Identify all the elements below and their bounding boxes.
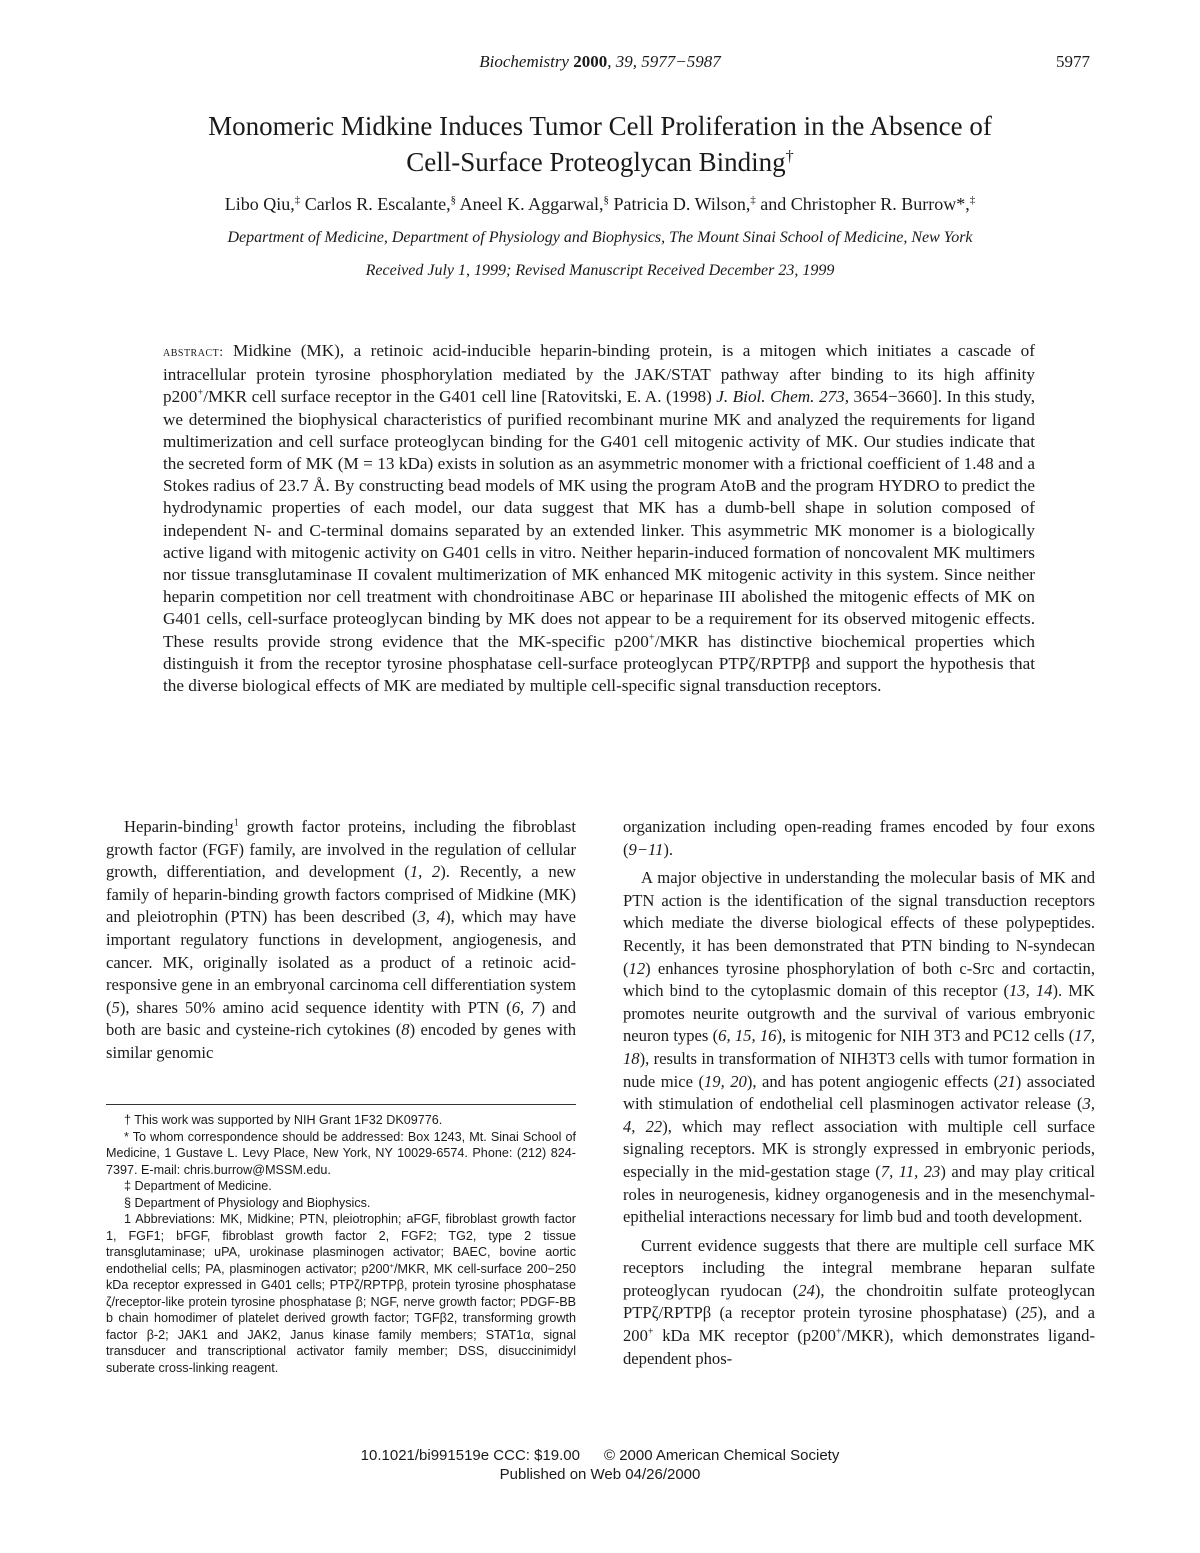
footnote: † This work was supported by NIH Grant 1F32 DK09776.: [124, 1113, 443, 1127]
title-footnote-mark: †: [785, 147, 794, 165]
body-text: ), which may reflect association with multiple cell surface signaling receptors. MK is strongly expressed in embryonic periods, especially in the mid-gestation stage (: [623, 1116, 1096, 1181]
body-column-right: [623, 816, 1095, 1370]
citation-ref: 21: [999, 1071, 1016, 1091]
running-head: [0, 52, 1200, 74]
title-line-2: Cell-Surface Proteoglycan Binding: [406, 147, 786, 177]
author-mark: §: [603, 194, 609, 206]
abstract-text: /MKR cell surface receptor in the G401 cell line [Ratovitski, E. A. (1998): [203, 387, 717, 407]
citation-ref: 7, 11, 23: [880, 1161, 941, 1181]
doi-line: 10.1021/bi991519e CCC: $19.00: [360, 1447, 580, 1464]
journal-name: Biochemistry: [479, 52, 569, 71]
body-text: ), the chondroitin sulfate proteoglycan PTPζ/RPTPβ (a receptor protein tyrosine phosphatase) (: [623, 1280, 1095, 1323]
abstract-text: 3654−3660]. In this study, we determined the biophysical characteristics of purified recombinant murine MK and analyzed the requirements for ligand multimerization and cell surface proteoglycan binding for the G401 cell mitogenic activity of MK. Our studies indicate that the secreted form of MK (M = 13 kDa) exists in solution as an asymmetric monomer with a frictional coefficient of 1.48 and a Stokes radius of 23.7 Å. By constructing bead models of MK using the program AtoB and the program HYDRO to predict the hydrodynamic properties of each model, our data suggest that MK has a dumb-bell shape in solution composed of independent N- and C-terminal domains separated by an extended linker. This asymmetric MK monomer is a biologically active ligand with mitogenic activity on G401 cells in vitro. Neither heparin-induced formation of noncovalent MK multimers nor tissue transglutaminase II covalent multimerization of MK enhanced MK mitogenic activity in this system. Since neither heparin competition nor cell treatment with chondroitinase ABC or heparinase III abolished the mitogenic effects of MK on G401 cells, cell-surface proteoglycan binding by MK does not appear to be a requirement for its observed mitogenic effects. These results provide strong evidence that the MK-specific p200: [163, 387, 1035, 651]
citation-ref: 6, 7: [511, 997, 540, 1017]
citation-ref: 13, 14: [1009, 981, 1053, 1001]
body-text: kDa MK receptor (p200: [653, 1326, 836, 1346]
citation-ref: 25: [1020, 1303, 1038, 1323]
body-text: ), results in transformation of NIH3T3 cells with tumor formation in nude mice (: [623, 1048, 1095, 1091]
page-footer: [0, 1446, 1200, 1484]
copyright: © 2000 American Chemical Society: [604, 1447, 840, 1464]
superscript: +: [835, 1326, 842, 1338]
author-name: Aneel K. Aggarwal,: [456, 194, 604, 214]
body-text: Heparin-binding: [124, 817, 234, 836]
body-text: ) associated with stimulation of endothelial cell plasminogen activator release (: [623, 1071, 1095, 1114]
received-dates: Received July 1, 1999; Revised Manuscript Received December 23, 1999: [365, 262, 835, 279]
body-text: /MKR), which demonstrates ligand-dependent phos-: [623, 1326, 1095, 1368]
body-text: ) and may play critical roles in neurogenesis, kidney organogenesis and in the mesenchymal-epithelial interactions necessary for limb bud and tooth development.: [623, 1161, 1095, 1227]
body-text: organization including open-reading frames encoded by four exons (: [623, 817, 1095, 859]
body-text: ), shares 50% amino acid sequence identity with PTN (: [119, 997, 512, 1017]
footnote-text: 1 Abbreviations: MK, Midkine; PTN, pleiotrophin; aFGF, fibroblast growth factor 1, FGF1; bFGF, fibroblast growth factor 2, FGF2; TG2, type 2 tissue transglutaminase; uPA, urokinase plasminogen activator; BAEC, bovine aortic endothelial cells; PA, plasminogen activator; p200: [106, 1212, 576, 1276]
abstract-text: Midkine (MK), a retinoic acid-inducible heparin-binding protein, is a mitogen which initiates a cascade of intracellular protein tyrosine phosphorylation mediated by the JAK/STAT pathway after binding to its high affinity p200: [163, 341, 1035, 407]
citation-ref: 8: [401, 1020, 410, 1040]
body-paragraph: [106, 816, 576, 1065]
author-mark: ‡: [294, 194, 301, 206]
author-name: Carlos R. Escalante,: [300, 194, 451, 214]
body-column-left: [106, 816, 576, 1065]
author-list: [100, 194, 1100, 215]
body-text: ), and has potent angiogenic effects (: [746, 1071, 1000, 1091]
body-text: ) enhances tyrosine phosphorylation of both c-Src and cortactin, which bind to the cytoplasmic domain of this receptor (: [623, 958, 1095, 1001]
body-paragraph: [623, 1235, 1095, 1371]
body-text: Current evidence suggests that there are multiple cell surface MK receptors including the integral membrane heparan sulfate proteoglycan ryudocan (: [623, 1235, 1095, 1300]
citation-ref: 19, 20: [704, 1071, 747, 1091]
author-name: Patricia D. Wilson,: [608, 194, 751, 214]
abstract-text: /MKR has distinctive biochemical properties which distinguish it from the receptor tyrosine phosphatase cell-surface proteoglycan PTPζ/RPTPβ and support the hypothesis that the diverse biological effects of MK are mediated by multiple cell-specific signal transduction receptors.: [163, 631, 1035, 696]
journal-reference: J. Biol. Chem. 273,: [716, 387, 850, 407]
footnote: * To whom correspondence should be addressed: Box 1243, Mt. Sinai School of Medicine, 1 Gustave L. Levy Place, New York, NY 10029-6574. Phone: (212) 824-7397. E-mail: chris.burrow@MSSM.edu.: [106, 1129, 576, 1177]
affiliation: Department of Medicine, Department of Physiology and Biophysics, The Mount Sinai School of Medicine, New York: [227, 229, 973, 246]
footnote-abbreviations: [106, 1211, 576, 1376]
journal-year: 2000: [573, 52, 608, 71]
journal-citation: [0, 52, 1200, 72]
author-mark: §: [450, 194, 457, 206]
footnote: § Department of Physiology and Biophysics.: [124, 1195, 371, 1210]
superscript: +: [647, 1326, 654, 1338]
journal-volume-pages: , 39, 5977−5987: [607, 52, 721, 71]
published-date: Published on Web 04/26/2000: [499, 1466, 701, 1483]
citation-ref: 1, 2: [409, 862, 441, 882]
body-text: ). MK promotes neurite outgrowth and the survival of various embryonic neuron types (: [623, 981, 1096, 1046]
footnote-text: /MKR, MK cell-surface 200−250 kDa receptor expressed in G401 cells; PTPζ/RPTPβ, protein tyrosine phosphatase ζ/receptor-like protein tyrosine phosphatase β; NGF, nerve growth factor; PDGF-BB b chain homodimer of platelet derived growth factor; TGFβ2, transforming growth factor β-2; JAK1 and JAK2, Janus kinase family members; STAT1α, signal transducer and transcriptional activator family member; DSS, disuccinimidyl suberate cross-linking reagent.: [106, 1261, 577, 1375]
superscript: +: [648, 631, 655, 643]
article-title: [130, 108, 1070, 180]
citation-ref: 24: [798, 1280, 815, 1300]
citation-ref: 3, 4, 22: [623, 1094, 1095, 1136]
citation-ref: 5: [111, 997, 120, 1017]
footnotes: [106, 1112, 576, 1376]
body-text: ) and both are basic and cysteine-rich cytokines (: [106, 997, 577, 1040]
page-number: 5977: [1056, 52, 1090, 71]
author-name: and Christopher R. Burrow*,: [755, 194, 970, 214]
footnote-divider: [106, 1104, 576, 1105]
author-mark: ‡: [750, 194, 756, 206]
body-text: ), is mitogenic for NIH 3T3 and PC12 cells (: [776, 1026, 1075, 1046]
citation-ref: 6, 15, 16: [718, 1026, 777, 1046]
body-text: ), and a 200: [623, 1303, 1095, 1346]
body-paragraph: [623, 867, 1095, 1229]
title-line-1: Monomeric Midkine Induces Tumor Cell Proliferation in the Absence of: [208, 111, 992, 141]
superscript: +: [389, 1260, 394, 1270]
body-paragraph: [623, 816, 1095, 861]
body-text: ) encoded by genes with similar genomic: [106, 1020, 577, 1062]
abstract: [163, 340, 1035, 697]
footnote-ref: 1: [233, 817, 239, 829]
body-text: A major objective in understanding the molecular basis of MK and PTN action is the identification of the signal transduction receptors which mediate the diverse biological effects of these polypeptides. Recently, it has been demonstrated that PTN binding to N-syndecan (: [623, 868, 1095, 978]
citation-ref: 9−11: [628, 839, 664, 859]
body-text: ), which may have important regulatory functions in development, angiogenesis, and cancer. MK, originally isolated as a product of a retinoic acid-responsive gene in an embryonal carcinoma cell differentiation system (: [106, 907, 576, 1017]
body-text: ).: [663, 839, 674, 859]
body-text: growth factor proteins, including the fibroblast growth factor (FGF) family, are involved in the regulation of cellular growth, differentiation, and development (: [106, 817, 576, 882]
footnote: ‡ Department of Medicine.: [124, 1179, 272, 1193]
abstract-label: abstract:: [163, 345, 224, 360]
author-mark: ‡: [969, 194, 976, 206]
citation-ref: 12: [628, 958, 646, 978]
superscript: +: [197, 387, 204, 399]
author-name: Libo Qiu,: [224, 194, 295, 214]
citation-ref: 17, 18: [623, 1026, 1096, 1068]
body-text: ). Recently, a new family of heparin-binding growth factors comprised of Midkine (MK) and pleiotrophin (PTN) has been described (: [106, 862, 576, 927]
citation-ref: 3, 4: [417, 907, 446, 927]
